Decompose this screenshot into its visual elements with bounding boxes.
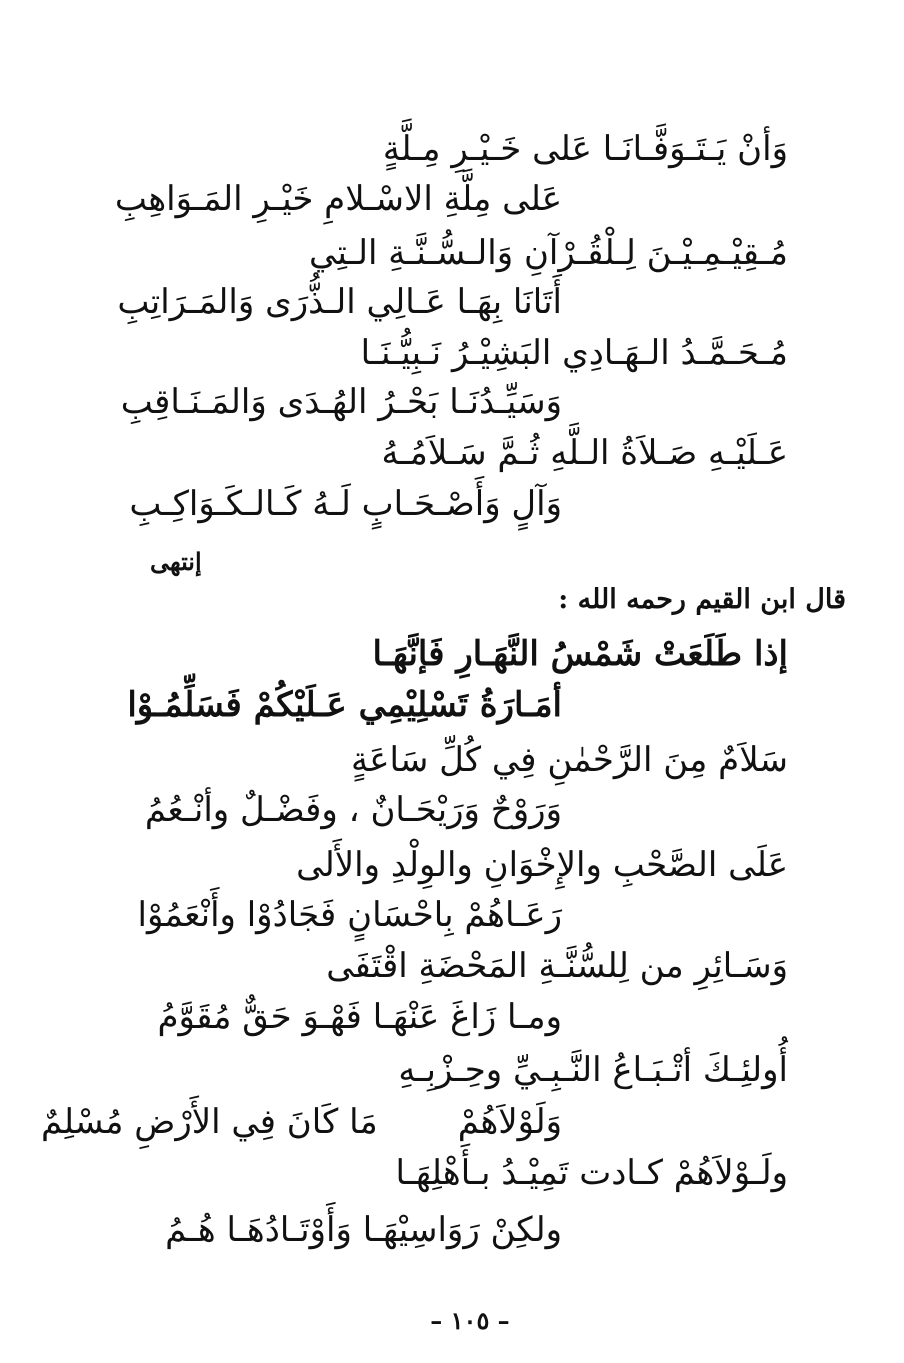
poem2-line-1: إذا طَلَعَتْ شَمْسُ النَّهَـارِ فَإنَّهَـا xyxy=(372,634,788,674)
poem1-line-1: وَأنْ يَـتَـوَفَّـانَـا عَلى خَـيْـرِ مِـلَّةٍ xyxy=(382,129,788,169)
poem1-line-3: مُـقِيْـمِـيْـنَ لِـلْقُـرْآنِ وَالـسُّـنَّـةِ الـتِي xyxy=(309,233,788,273)
poem2-line-7: وَسَـائِرِ من لِلسُّنَّـةِ المَحْضَةِ اقْتَفَى xyxy=(326,946,788,986)
poem1-line-7: عَـلَيْـهِ صَـلاَةُ الـلَّهِ ثُـمَّ سَـلاَمُـهُ xyxy=(381,433,788,473)
poem2-line-10 xyxy=(41,1100,562,1144)
poem2-line-11: ولَـوْلاَهُمْ كـادت تَمِيْـدُ بـأَهْلِهَـا xyxy=(395,1153,788,1193)
poem2-line-2: أمَـارَةُ تَسْلِيْمِي عَـلَيْكُمْ فَسَلِّمُـوْا xyxy=(127,685,562,725)
poem2-line-6: رَعَـاهُمْ بِاحْسَانٍ فَجَادُوْا وأَنْعَمُوْا xyxy=(137,895,562,935)
poem2-line-10-prefix: وَلَوْلاَهُمْ xyxy=(457,1102,562,1142)
poem2-line-10-rest: مَا كَانَ فِي الأَرْضِ مُسْلِمٌ xyxy=(41,1102,378,1142)
poem1-line-4: أَتَانَا بِهَـا عَـالِي الـذُّرَى وَالمَـرَاتِبِ xyxy=(117,282,562,322)
page-number: – ١٠٥ – xyxy=(430,1306,510,1335)
poem2-line-5: عَلَى الصَّحْبِ والإِخْوَانِ والوِلْدِ والأَلى xyxy=(296,845,788,885)
poem2-line-3: سَلاَمٌ مِنَ الرَّحْمٰنِ فِي كُلِّ سَاعَةٍ xyxy=(351,740,788,780)
poem2-line-4: وَرَوْحٌ وَرَيْحَـانٌ ، وفَضْـلٌ وأنْـعُمُ xyxy=(144,790,562,830)
poem2-line-9: أُولئِـكَ أتْـبَـاعُ النَّـبِـيِّ وحِـزْبِـهِ xyxy=(398,1050,788,1090)
poem1-line-8: وَآلٍ وَأَصْـحَـابٍ لَـهُ كَـالـكَـوَاكِـبِ xyxy=(129,484,562,524)
poem2-line-8: ومـا زَاغَ عَنْهَـا فَهْـوَ حَقٌّ مُقَوَّمُ xyxy=(157,997,562,1037)
poem1-line-5: مُـحَـمَّـدُ الـهَـادِي البَشِيْـرُ نَـبِيُّـنَـا xyxy=(360,333,788,373)
poem1-line-6: وَسَيِّـدُنَـا بَحْـرُ الهُـدَى وَالمَـنَـاقِبِ xyxy=(120,382,562,422)
end-mark: إنتهى xyxy=(150,547,202,576)
poem2-line-12: ولكِنْ رَوَاسِيْهَـا وَأَوْتَـادُهَـا هُـمُ xyxy=(165,1210,562,1250)
section-heading: قال ابن القيم رحمه الله : xyxy=(558,584,846,615)
poem1-line-2: عَلى مِلَّةِ الاسْـلامِ خَيْـرِ المَـوَاهِبِ xyxy=(114,179,562,219)
